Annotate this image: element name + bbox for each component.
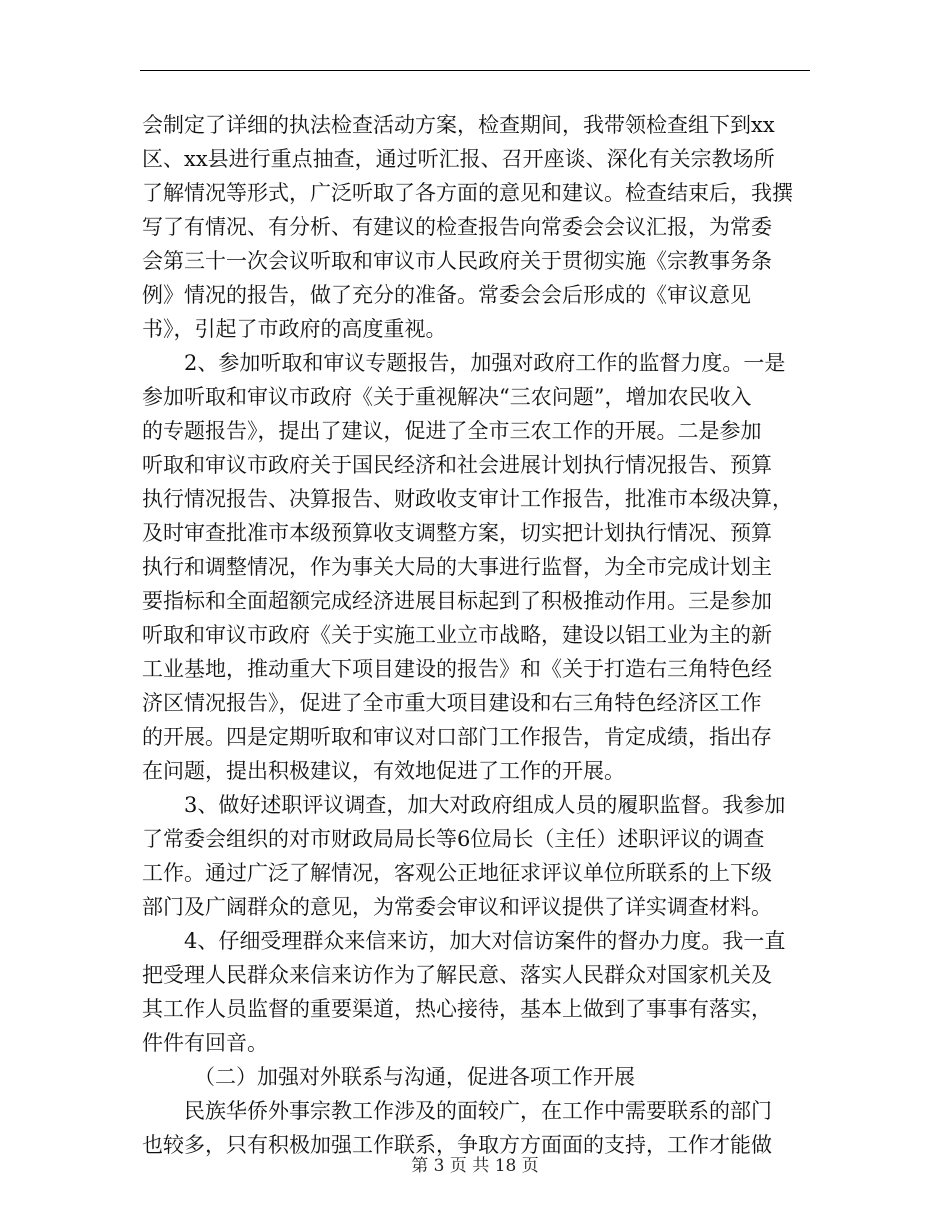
text-line: 例》情况的报告，做了充分的准备。常委会会后形成的《审议意见 <box>142 283 751 307</box>
text-line: 区、xx县进行重点抽查，通过听汇报、召开座谈、深化有关宗教场所 <box>142 147 775 171</box>
text-line: 要指标和全面超额完成经济进展目标起到了积极推动作用。三是参加 <box>142 589 772 613</box>
text-line: 的专题报告》，提出了建议，促进了全市三农工作的开展。二是参加 <box>142 419 762 443</box>
text-line: 4、仔细受理群众来信来访，加大对信访案件的督办力度。我一直 <box>184 929 786 953</box>
text-line: 写了有情况、有分析、有建议的检查报告向常委会会议汇报，为常委 <box>142 215 772 239</box>
text-line: 了解情况等形式，广泛听取了各方面的意见和建议。检查结束后，我撰 <box>142 181 793 205</box>
text-line: 也较多，只有积极加强工作联系，争取方方面面的支持，工作才能做 <box>142 1133 772 1157</box>
text-line: 会第三十一次会议听取和审议市人民政府关于贯彻实施《宗教事务条 <box>142 249 772 273</box>
text-line: 及时审查批准市本级预算收支调整方案，切实把计划执行情况、预算 <box>142 521 772 545</box>
text-line: 工作。通过广泛了解情况，客观公正地征求评议单位所联系的上下级 <box>142 861 772 885</box>
text-line: 参加听取和审议市政府《关于重视解决“三农问题”，增加农民收入 <box>142 385 752 409</box>
text-line: 听取和审议市政府《关于实施工业立市战略，建设以铝工业为主的新 <box>142 623 772 647</box>
text-line: 济区情况报告》，促进了全市重大项目建设和右三角特色经济区工作 <box>142 691 762 715</box>
text-line: 把受理人民群众来信来访作为了解民意、落实人民群众对国家机关及 <box>142 963 772 987</box>
text-line: 会制定了详细的执法检查活动方案，检查期间，我带领检查组下到xx <box>142 113 775 137</box>
text-line: 2、参加听取和审议专题报告，加强对政府工作的监督力度。一是 <box>184 351 786 375</box>
text-line: 3、做好述职评议调查，加大对政府组成人员的履职监督。我参加 <box>184 793 786 817</box>
text-line: 的开展。四是定期听取和审议对口部门工作报告，肯定成绩，指出存 <box>142 725 772 749</box>
document-body <box>142 108 810 1162</box>
text-line: 了常委会组织的对市财政局局长等6位局长（主任）述职评议的调查 <box>142 827 765 851</box>
text-line: 执行和调整情况，作为事关大局的大事进行监督，为全市完成计划主 <box>142 555 772 579</box>
text-line: 工业基地，推动重大下项目建设的报告》和《关于打造右三角特色经 <box>142 657 772 681</box>
text-line: 执行情况报告、决算报告、财政收支审计工作报告，批准市本级决算， <box>142 487 793 511</box>
text-line: 听取和审议市政府关于国民经济和社会进展计划执行情况报告、预算 <box>142 453 772 477</box>
text-line: 在问题，提出积极建议，有效地促进了工作的开展。 <box>142 759 625 783</box>
header-rule <box>140 70 810 71</box>
text-line: 民族华侨外事宗教工作涉及的面较广，在工作中需要联系的部门 <box>184 1099 772 1123</box>
text-line: （二）加强对外联系与沟通，促进各项工作开展 <box>194 1065 635 1089</box>
page-number: 第 3 页 共 18 页 <box>411 1156 539 1176</box>
text-line: 书》，引起了市政府的高度重视。 <box>142 317 447 341</box>
text-line: 件件有回音。 <box>142 1031 268 1055</box>
text-line: 其工作人员监督的重要渠道，热心接待，基本上做到了事事有落实， <box>142 997 772 1021</box>
text-line: 部门及广阔群众的意见，为常委会审议和评议提供了详实调查材料。 <box>142 895 772 919</box>
